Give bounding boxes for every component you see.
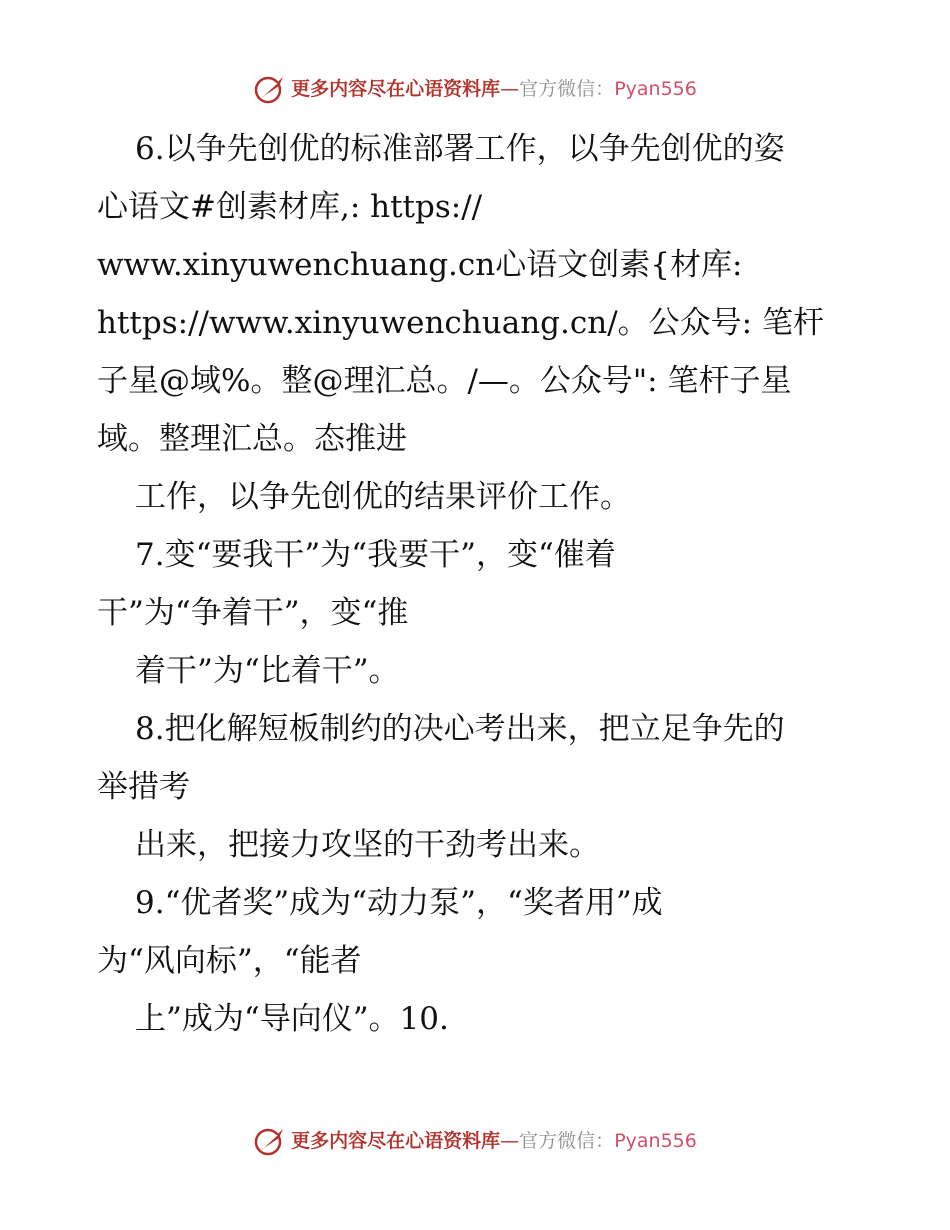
text-line: 心语文#创素材库,: https:// [97,189,483,225]
banner-main-text: 更多内容尽在心语资料库 [291,78,501,100]
text-line: 上”成为“导向仪”。10. [135,1001,449,1037]
text-line: 域。整理汇总。态推进 [97,421,407,457]
banner-official-label: 官方微信： [519,78,615,100]
feather-pen-circle-icon [253,74,287,104]
text-line: 干”为“争着干”，变“推 [97,595,409,631]
text-line: 6.以争先创优的标准部署工作，以争先创优的姿 [135,131,785,167]
header-banner [0,74,950,104]
text-line: 8.把化解短板制约的决心考出来，把立足争先的 [135,711,785,747]
text-line: 举措考 [97,769,190,805]
banner-wechat-id: Pyan556 [614,78,697,100]
banner-dash: — [500,1130,520,1152]
text-line: 为“风向标”，“能者 [97,943,362,979]
banner-main-text: 更多内容尽在心语资料库 [291,1130,501,1152]
text-line: www.xinyuwenchuang.cn心语文创素{材库: [97,247,743,283]
text-line: 7.变“要我干”为“我要干”，变“催着 [135,537,616,573]
feather-pen-circle-icon [253,1126,287,1156]
document-body [97,120,867,1048]
footer-banner [0,1126,950,1156]
banner-dash: — [500,78,520,100]
banner-wechat-id: Pyan556 [614,1130,697,1152]
banner-official-label: 官方微信： [519,1130,615,1152]
text-line: https://www.xinyuwenchuang.cn/。公众号: 笔杆 [97,305,824,341]
text-line: 着干”为“比着干”。 [135,653,400,689]
text-line: 工作，以争先创优的结果评价工作。 [135,479,631,515]
text-line: 子星@域%。整@理汇总。/—。公众号": 笔杆子星 [97,363,792,399]
text-line: 9.“优者奖”成为“动力泵”，“奖者用”成 [135,885,663,921]
text-line: 出来，把接力攻坚的干劲考出来。 [135,827,600,863]
